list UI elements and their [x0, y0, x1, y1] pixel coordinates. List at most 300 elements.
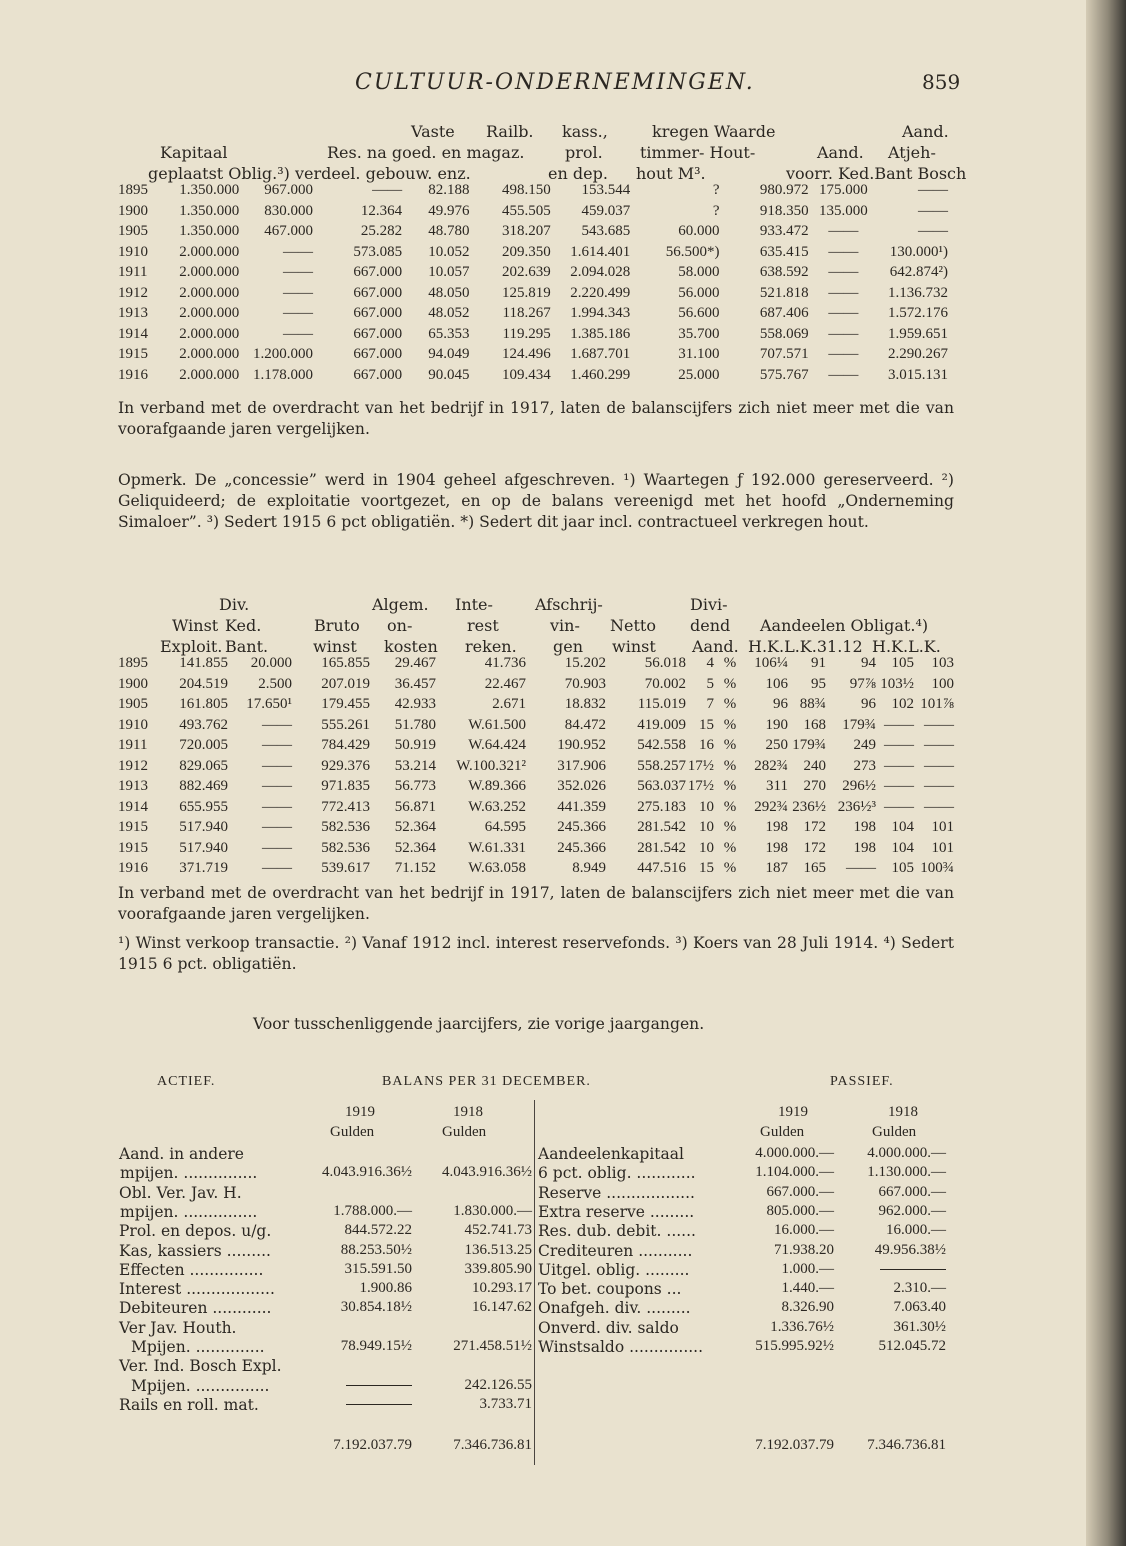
t1-cell: ——	[918, 223, 948, 239]
t1-cell: 48.780	[428, 223, 470, 239]
t2-cell: 17½	[687, 778, 714, 794]
t1-cell: ——	[918, 182, 948, 198]
t2-cell: 250	[765, 737, 788, 753]
t1-cell: 573.085	[353, 243, 403, 260]
t1-h-resna: Res. na goed. en magaz.	[327, 143, 525, 162]
t1-cell: ——	[828, 243, 859, 260]
t1-cell: 175.000	[818, 182, 868, 198]
t2-cell: 96	[861, 696, 876, 712]
t1-cell: 1.385.186	[570, 325, 631, 342]
passief-value-1919: 805.000.—	[766, 1202, 834, 1219]
t1-cell: 10.057	[428, 264, 470, 280]
t2-cell: 882.469	[179, 778, 228, 794]
t2-cell: 8.949	[572, 860, 606, 876]
passief-total-1919: 7.192.037.79	[755, 1437, 834, 1453]
t2-cell: 64.595	[484, 819, 526, 835]
t1-cell: 90.045	[428, 366, 470, 383]
t1-cell: 1900	[118, 202, 148, 219]
t1-cell: 1911	[118, 264, 148, 280]
passief-value-1919: 1.440.—	[781, 1280, 834, 1297]
actief-label: Rails en roll. mat.	[119, 1395, 259, 1414]
t2-cell: 56.871	[394, 798, 436, 815]
passief-value-1918: 49.956.38½	[874, 1241, 946, 1258]
t2-cell: 187	[765, 860, 788, 876]
actief-value-1919: 1.900.86	[359, 1280, 412, 1297]
passief-value-1918: 1.130.000.—	[867, 1164, 946, 1181]
t1-cell: 1.572.176	[888, 305, 948, 321]
t1-cell: 48.052	[428, 305, 470, 321]
t1-h-prol: prol.	[565, 143, 603, 162]
t2-cell: 517.940	[179, 819, 228, 835]
page-number: 859	[922, 70, 961, 94]
t2-cell: 441.359	[557, 798, 606, 815]
t2-cell: 115.019	[637, 696, 686, 712]
t2-h-bant: Bant.	[225, 637, 269, 656]
t2-cell: 1916	[118, 860, 148, 876]
t1-cell: ——	[828, 264, 859, 280]
t2-cell: 352.026	[557, 778, 606, 794]
t2-cell: 4	[706, 655, 714, 671]
actief-label: Prol. en depos. u/g.	[119, 1222, 272, 1241]
t1-cell: 1.687.701	[570, 346, 631, 362]
actief-year-1919: 1919	[345, 1104, 375, 1120]
t2-cell: 70.002	[644, 675, 686, 692]
t2-cell: 103	[931, 655, 954, 671]
t1-cell: 980.972	[759, 182, 809, 198]
t2-cell: 655.955	[179, 798, 228, 815]
passief-value-1918: 962.000.—	[878, 1202, 946, 1219]
t2-cell: 16	[699, 737, 714, 753]
t2-cell: 555.261	[321, 716, 370, 733]
t1-cell: ——	[282, 243, 313, 260]
t2-cell: 558.257	[637, 757, 686, 774]
t1-h-railb: Railb.	[486, 122, 534, 141]
actief-label: Effecten ...............	[119, 1260, 264, 1279]
t2-h-bruto: Bruto	[314, 616, 360, 635]
t2-cell: 179¾	[792, 737, 826, 753]
passief-label: Uitgel. oblig. .........	[538, 1260, 690, 1279]
actief-currency-1919: Gulden	[330, 1124, 375, 1140]
t2-cell: ——	[262, 716, 292, 733]
t2-cell: W.61.500	[468, 716, 526, 733]
t2-cell: %	[723, 716, 737, 733]
t1-cell: 1916	[118, 366, 148, 383]
t2-cell: 582.536	[321, 819, 370, 835]
t2-cell: ——	[884, 716, 914, 733]
t1-h-kedbant: voorr. Ked.Bant Bosch	[786, 164, 967, 183]
t2-cell: 772.413	[321, 798, 370, 815]
t1-cell: 25.000	[678, 366, 720, 383]
t2-cell: ——	[262, 860, 292, 876]
t2-cell: 56.773	[394, 778, 436, 794]
note-paragraph-1: In verband met de overdracht van het bedrijf in 1917, laten de balanscijfers zich niet meer met die van voorafgaande jaren vergelijken.	[118, 399, 954, 438]
t2-cell: 53.214	[394, 757, 436, 774]
actief-value-1918: 16.147.62	[472, 1299, 532, 1316]
actief-value-1918: 339.805.90	[464, 1260, 532, 1277]
t2-cell: 207.019	[321, 675, 370, 692]
t2-cell: ——	[924, 778, 954, 794]
t2-h-divi: Divi-	[690, 595, 728, 614]
passief-value-1918	[812, 1261, 946, 1278]
t2-h-div: Div.	[219, 595, 250, 614]
t2-cell: 582.536	[321, 839, 370, 856]
t1-cell: 60.000	[678, 223, 720, 239]
book-binding	[1086, 0, 1126, 1546]
note-paragraph-2: In verband met de overdracht van het bedrijf in 1917, laten de balanscijfers zich niet meer met die van voorafgaande jaren vergelijken.	[118, 884, 954, 923]
t2-cell: 198	[765, 819, 788, 835]
t2-cell: 563.037	[637, 778, 686, 794]
t1-cell: 125.819	[501, 284, 551, 301]
t2-cell: %	[723, 798, 737, 815]
t2-cell: 10	[699, 819, 714, 835]
t1-cell: 1.460.299	[570, 366, 631, 383]
t2-h-netto: Netto	[610, 616, 656, 635]
t1-cell: 1910	[118, 243, 148, 260]
t1-row	[118, 324, 948, 345]
t2-cell: %	[723, 819, 737, 835]
t2-cell: 371.719	[179, 860, 228, 876]
t2-cell: W.89.366	[468, 778, 526, 794]
t2-cell: W.100.321²	[456, 757, 526, 774]
passief-value-1918: 7.063.40	[893, 1299, 946, 1316]
balans-title: BALANS PER 31 DECEMBER.	[382, 1074, 591, 1089]
t2-row	[118, 715, 954, 736]
t1-h-geplaatst: geplaatst Oblig.³) verdeel. gebouw. enz.	[148, 164, 471, 183]
passief-value-1919: 515.995.92½	[755, 1338, 834, 1354]
t1-cell: ——	[282, 264, 313, 280]
t2-cell: 168	[803, 716, 826, 733]
t2-cell: 204.519	[179, 675, 228, 692]
t1-row	[118, 242, 948, 263]
t1-cell: 1912	[118, 284, 148, 301]
t2-h-winst2: winst	[313, 637, 357, 656]
t1-cell: 2.000.000	[179, 284, 240, 301]
t1-cell: 94.049	[428, 346, 470, 362]
t2-cell: 103½	[880, 675, 914, 692]
t1-cell: 2.290.267	[888, 346, 948, 362]
t2-cell: ——	[884, 798, 914, 815]
t2-cell: 317.906	[557, 757, 606, 774]
passief-label: Onverd. div. saldo	[538, 1318, 679, 1337]
passief-value-1918: 667.000.—	[878, 1183, 946, 1200]
t1-cell: 2.220.499	[570, 284, 631, 301]
t2-cell: ——	[924, 737, 954, 753]
t2-cell: 105	[891, 655, 914, 671]
t2-cell: ——	[924, 798, 954, 815]
t1-cell: 1.959.651	[888, 325, 948, 342]
t2-cell: 542.558	[637, 737, 686, 753]
t1-cell: 667.000	[353, 325, 403, 342]
t1-cell: 455.505	[501, 202, 551, 219]
actief-label: Debiteuren ............	[119, 1299, 272, 1318]
t2-row	[118, 694, 954, 715]
actief-value-1919: 78.949.15½	[340, 1338, 412, 1354]
t1-cell: 2.000.000	[179, 264, 240, 280]
t1-cell: 1.614.401	[570, 243, 631, 260]
t1-cell: 667.000	[353, 264, 403, 280]
t2-cell: ——	[884, 757, 914, 774]
t2-cell: 1910	[118, 716, 148, 733]
t2-cell: ——	[924, 716, 954, 733]
t2-cell: W.63.252	[468, 798, 526, 815]
t2-cell: 84.472	[564, 716, 606, 733]
table1-body	[118, 180, 948, 385]
t1-cell: 642.874²)	[889, 264, 948, 280]
actief-heading: ACTIEF.	[157, 1074, 216, 1089]
t1-cell: 56.000	[678, 284, 720, 301]
t2-cell: 281.542	[637, 839, 686, 856]
t1-cell: ——	[282, 305, 313, 321]
t1-cell: ——	[828, 305, 859, 321]
t1-h-kass: kass.,	[562, 122, 608, 141]
t2-cell: 10	[699, 798, 714, 815]
actief-value-1919	[280, 1396, 412, 1413]
t1-cell: 58.000	[678, 264, 720, 280]
t2-cell: %	[723, 737, 737, 753]
t1-cell: 1905	[118, 223, 148, 239]
t2-cell: 245.366	[557, 819, 606, 835]
actief-label: Obl. Ver. Jav. H.	[119, 1183, 242, 1202]
t2-cell: 161.805	[179, 696, 228, 712]
t2-cell: 51.780	[394, 716, 436, 733]
actief-label: mpijen. ...............	[120, 1164, 258, 1183]
actief-value-1918: 271.458.51½	[453, 1338, 532, 1354]
t1-cell: 687.406	[759, 305, 809, 321]
t2-h-exploit: Exploit.	[160, 637, 223, 656]
t2-cell: 1900	[118, 675, 148, 692]
t2-cell: 17.650¹	[246, 696, 292, 712]
actief-value-1919: 1.788.000.—	[333, 1202, 412, 1219]
t2-cell: 517.940	[179, 839, 228, 856]
t2-row	[118, 674, 954, 695]
t2-cell: ——	[262, 737, 292, 753]
t2-cell: 1912	[118, 757, 148, 774]
footnotes-paragraph: ¹) Winst verkoop transactie. ²) Vanaf 1912 incl. interest reservefonds. ³) Koers van 28 Juli 1914. ⁴) Sedert 1915 6 pct. obligatiën.	[118, 934, 954, 973]
t1-cell: 56.600	[678, 305, 720, 321]
t2-cell: 198	[765, 839, 788, 856]
t1-cell: ——	[282, 325, 313, 342]
t1-cell: 575.767	[759, 366, 809, 383]
actief-value-1918: 136.513.25	[464, 1241, 532, 1258]
actief-currency-1918: Gulden	[442, 1124, 487, 1140]
t2-h-winst3: winst	[612, 637, 656, 656]
t2-row	[118, 735, 954, 756]
t2-cell: 56.018	[644, 655, 686, 671]
t2-cell: 100¾	[920, 860, 954, 876]
actief-label: Mpijen. ..............	[131, 1338, 265, 1356]
actief-value-1919	[280, 1377, 412, 1394]
passief-label: Res. dub. debit. ......	[538, 1222, 696, 1241]
t2-row	[118, 797, 954, 818]
passief-value-1919: 4.000.000.—	[755, 1145, 834, 1161]
t2-h-hkl1: H.K.L.K.31.12	[748, 637, 863, 656]
t1-cell: 82.188	[428, 182, 470, 198]
t1-cell: 667.000	[353, 284, 403, 301]
passief-heading: PASSIEF.	[830, 1074, 894, 1089]
t2-cell: 172	[803, 839, 826, 856]
t1-h-atjeh: Atjeh-	[888, 143, 936, 162]
actief-value-1918: 3.733.71	[479, 1395, 532, 1412]
t2-cell: 282¾	[754, 757, 788, 774]
t2-cell: 97⅞	[849, 675, 876, 692]
t2-cell: 971.835	[321, 778, 370, 794]
actief-year-1918: 1918	[453, 1104, 483, 1120]
t2-cell: 141.855	[179, 655, 228, 671]
t2-row	[118, 838, 954, 859]
t2-h-winst: Winst	[172, 616, 219, 635]
t2-cell: 245.366	[557, 839, 606, 856]
t2-cell: %	[723, 655, 737, 671]
t2-cell: 71.152	[394, 860, 436, 876]
t1-cell: 56.500*)	[665, 243, 720, 260]
t2-cell: 275.183	[637, 798, 686, 815]
actief-value-1919: 30.854.18½	[340, 1299, 412, 1316]
t1-cell: 1895	[118, 182, 148, 198]
t2-h-gen: gen	[553, 637, 584, 656]
table2-body	[118, 653, 954, 879]
t1-cell: 118.267	[502, 305, 551, 321]
passief-value-1919: 8.326.90	[781, 1299, 834, 1316]
t2-cell: W.61.331	[468, 839, 526, 856]
passief-currency-1918: Gulden	[872, 1124, 917, 1140]
t2-cell: 292¾	[754, 798, 788, 815]
t1-row	[118, 180, 948, 201]
t2-cell: 5	[706, 675, 714, 692]
t2-row	[118, 756, 954, 777]
t1-h-kregen: kregen Waarde	[652, 122, 776, 141]
t2-cell: 50.919	[394, 737, 436, 753]
t2-h-afschrij: Afschrij-	[535, 595, 603, 614]
balans-divider	[534, 1100, 535, 1465]
t1-cell: ?	[712, 202, 720, 219]
t1-cell: 130.000¹)	[889, 243, 948, 260]
t1-cell: 635.415	[759, 243, 809, 260]
t2-cell: 172	[803, 819, 826, 835]
passief-value-1918: 2.310.—	[893, 1280, 946, 1297]
passief-value-1919: 1.000.—	[781, 1260, 834, 1277]
t1-row	[118, 262, 948, 283]
t2-cell: 91	[811, 655, 826, 671]
t2-cell: %	[723, 757, 737, 774]
t1-cell: 459.037	[581, 202, 631, 219]
t2-cell: 281.542	[637, 819, 686, 835]
remark-paragraph: Opmerk. De „concessie” werd in 1904 geheel afgeschreven. ¹) Waartegen ƒ 192.000 gereserveerd. ²) Geliquideerd; de exploitatie voortgezet, en op de balans vereenigd met het hoofd „Onderneming Simaloer”. ³) Sedert 1915 6 pct obligatiën. *) Sedert dit jaar incl. contractueel verkregen hout.	[118, 471, 954, 531]
actief-value-1919: 315.591.50	[344, 1260, 412, 1277]
t2-cell: 198	[853, 839, 876, 856]
t2-h-hkl2: H.K.L.K.	[872, 637, 941, 656]
t2-cell: 447.516	[637, 860, 686, 876]
t1-cell: 467.000	[264, 223, 313, 239]
t1-cell: 109.434	[501, 366, 551, 383]
actief-label: Kas, kassiers .........	[119, 1241, 271, 1260]
actief-value-1918: 242.126.55	[464, 1376, 532, 1393]
t2-cell: 2.500	[258, 675, 292, 692]
t2-cell: 105	[891, 860, 914, 876]
t1-cell: 65.353	[428, 325, 470, 342]
t1-cell: 1.350.000	[179, 202, 240, 219]
t1-h-timmer: timmer- Hout-	[640, 143, 756, 162]
t2-cell: 7	[706, 696, 714, 712]
t2-cell: 100	[931, 675, 954, 692]
passief-value-1919: 16.000.—	[774, 1222, 834, 1239]
t2-cell: 240	[803, 757, 826, 774]
t2-cell: 106	[765, 675, 788, 692]
passief-value-1918: 512.045.72	[878, 1338, 946, 1354]
t2-cell: 493.762	[179, 716, 228, 733]
t2-cell: ——	[262, 798, 292, 815]
t2-cell: 41.736	[484, 655, 526, 671]
t2-cell: 829.065	[179, 757, 228, 774]
t1-cell: 543.685	[581, 223, 631, 239]
t1-cell: 3.015.131	[888, 366, 948, 383]
t2-cell: 88¾	[799, 696, 826, 712]
t1-row	[118, 344, 948, 365]
t2-cell: 22.467	[484, 675, 526, 692]
t2-cell: 15.202	[564, 655, 606, 671]
t2-cell: 17½	[687, 757, 714, 774]
t2-cell: 2.671	[492, 696, 526, 712]
t2-cell: 1915	[118, 819, 148, 835]
t1-cell: 967.000	[264, 182, 313, 198]
t1-cell: 498.150	[501, 182, 551, 198]
t1-cell: ——	[828, 346, 859, 362]
t2-cell: 1913	[118, 778, 148, 794]
t2-cell: 165.855	[321, 655, 370, 671]
t2-row	[118, 776, 954, 797]
t2-cell: ——	[262, 757, 292, 774]
passief-label: Reserve ..................	[538, 1183, 695, 1202]
passief-value-1918: 4.000.000.—	[867, 1145, 946, 1161]
t2-cell: 42.933	[394, 696, 436, 712]
t2-cell: ——	[846, 860, 876, 876]
t2-cell: ——	[262, 778, 292, 794]
t1-h-hout: hout M³.	[636, 164, 706, 183]
t1-cell: 830.000	[264, 202, 313, 219]
passief-value-1918: 16.000.—	[886, 1222, 946, 1239]
t1-row	[118, 365, 948, 386]
t2-cell: 18.832	[564, 696, 606, 712]
t1-cell: 202.639	[501, 264, 551, 280]
passief-value-1918: 361.30½	[893, 1318, 946, 1335]
t2-cell: 52.364	[394, 839, 436, 856]
t1-cell: 135.000	[818, 202, 868, 219]
actief-value-1918: 4.043.916.36½	[442, 1164, 532, 1181]
t1-cell: 667.000	[353, 305, 403, 321]
actief-label: Ver. Ind. Bosch Expl.	[119, 1357, 282, 1376]
passief-total-1918: 7.346.736.81	[867, 1437, 946, 1453]
t1-cell: 918.350	[759, 202, 809, 219]
t2-cell: 29.467	[394, 655, 436, 671]
t2-cell: 419.009	[637, 716, 686, 733]
t2-cell: 106¼	[754, 655, 788, 671]
actief-label: Interest ..................	[119, 1280, 275, 1299]
t2-cell: 104	[891, 819, 914, 835]
t1-cell: 318.207	[501, 223, 551, 239]
t2-cell: 165	[803, 860, 826, 876]
t2-cell: 720.005	[179, 737, 228, 753]
t2-cell: 1914	[118, 798, 148, 815]
t2-cell: 94	[861, 655, 876, 671]
t2-cell: 236½³	[837, 798, 876, 815]
t2-cell: 96	[773, 696, 788, 712]
t2-cell: %	[723, 696, 737, 712]
t1-cell: 31.100	[678, 346, 720, 362]
t2-row	[118, 817, 954, 838]
t1-cell: 209.350	[501, 243, 551, 260]
passief-label: Winstsaldo ...............	[538, 1338, 704, 1356]
t1-h-endep: en dep.	[548, 164, 608, 183]
t1-cell: ——	[918, 202, 948, 219]
